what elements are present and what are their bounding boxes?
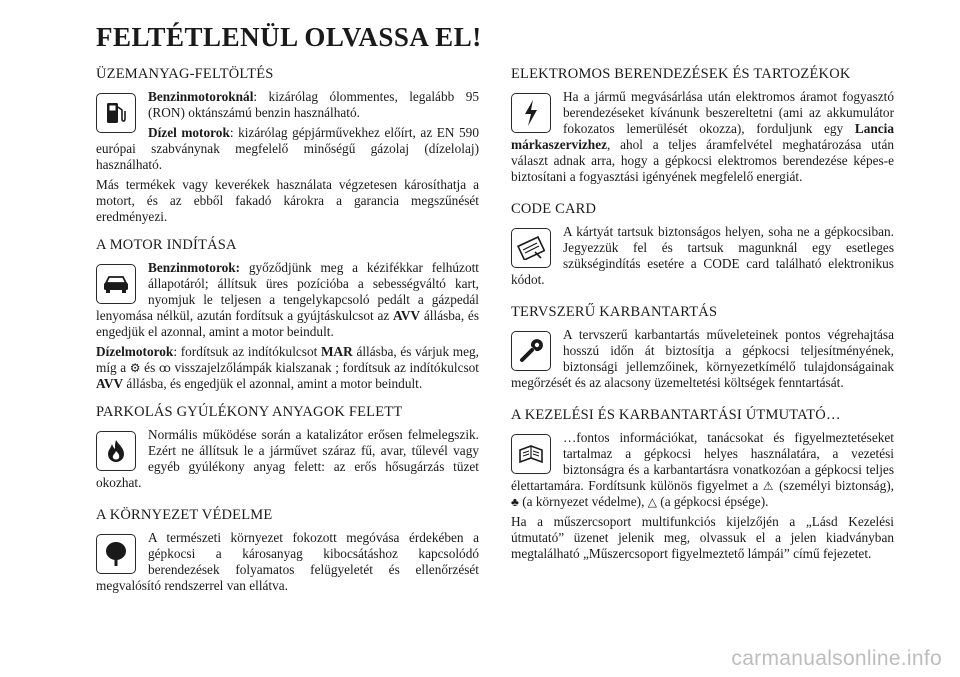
engine-diesel-text: Dízelmotorok: fordítsuk az indítókulcsot MAR állásba, és várjuk meg, míg a ⚙ és ꝏ visszajelzőlámpák kialszanak ; fordítsuk az indítókulcsot AVV állásba, és engedjük el azonnal, amint a motor beindult.	[96, 344, 479, 391]
vehicle-safety-icon: △	[647, 495, 657, 509]
fuel-warning-text: Más termékek vagy keverékek használata végzetesen károsíthatja a motort, és az ebből fakadó károkra a garancia megszűnését eredményezi.	[96, 177, 479, 224]
environment-symbol-icon: ♣	[511, 495, 519, 509]
manual-display-text: Ha a műszercsoport multifunkciós kijelzőjén a „Lásd Kezelési útmutató” üzenet jelenik meg, olvassuk el a jelen kiadványban megtalálható „Műszercsoport figyelmeztető lámpái” című fejezetet.	[511, 514, 894, 561]
section-heading-codecard: CODE CARD	[511, 201, 597, 217]
section-heading-environment: A KÖRNYEZET VÉDELME	[96, 507, 273, 523]
right-column	[511, 66, 894, 574]
manual-text: …fontos információkat, tanácsokat és figyelmeztetéseket tartalmaz a gépkocsi helyes használatára, a vezetési biztonságra és a karbantartásra vonatkozóan a gépkocsi teljes élettartamára. Fordítsunk különös figyelmet a ⚠ (személyi biztonság), ♣ (a környezet védelme), △ (a gépkocsi épsége).	[511, 430, 894, 509]
maintenance-text: A tervszerű karbantartás műveleteinek pontos végrehajtása hosszú időn át biztosítja a gépkocsi teljesítményének, biztonsági jellemzőinek, környezetkímélő tulajdonságainak megőrzését és az alacsony üzemeltetési költségek fenntartását.	[511, 327, 894, 390]
section-heading-manual: A KEZELÉSI ÉS KARBANTARTÁSI ÚTMUTATÓ…	[511, 407, 841, 423]
fuel-petrol-text: Benzinmotoroknál: kizárólag ólommentes, legalább 95 (RON) oktánszámú benzin használható.	[148, 89, 479, 120]
car-icon	[96, 264, 136, 304]
section-heading-electrical: ELEKTROMOS BERENDEZÉSEK ÉS TARTOZÉKOK	[511, 66, 851, 82]
section-manual	[511, 407, 894, 562]
section-electrical	[511, 66, 894, 189]
book-icon	[511, 434, 551, 474]
section-environment	[96, 507, 479, 598]
electrical-text: Ha a jármű megvásárlása után elektromos áramot fogyasztó berendezéseket kívánunk beszereltetni (ami az akkumulátor fokozatos lemerülését okozza), forduljunk egy Lancia márkaszervizhez, ahol a teljes áramfelvétel meghatározása után választ adnak arra, hogy a gépkocsi elektromos berendezése képes-e biztosítani a fogyasztási igényének megfelelő energiát.	[511, 89, 894, 184]
watermark: carmanualsonline.info	[731, 647, 942, 670]
section-heading-maintenance: TERVSZERŰ KARBANTARTÁS	[511, 304, 718, 320]
section-heading-engine: A MOTOR INDÍTÁSA	[96, 237, 237, 253]
tree-icon	[96, 534, 136, 574]
codecard-text: A kártyát tartsuk biztonságos helyen, soha ne a gépkocsiban. Jegyezzük fel és tartsuk magunknál egy esetleges szükségindítás esetére a CODE card található elektronikus kódot.	[511, 224, 894, 287]
parking-text: Normális működése során a katalizátor erősen felmelegszik. Ezért ne állítsuk le a járművet száraz fű, avar, tűlevél vagy egyéb gyúlékony anyag felett: az erős hősugárzás tüzet okozhat.	[96, 427, 479, 490]
left-column	[96, 66, 479, 610]
section-parking	[96, 404, 479, 495]
page-title: FELTÉTLENÜL OLVASSA EL!	[96, 22, 482, 52]
personal-safety-icon: ⚠	[762, 479, 775, 493]
section-fuel	[96, 66, 479, 225]
wrench-icon	[511, 331, 551, 371]
section-heading-parking: PARKOLÁS GYÚLÉKONY ANYAGOK FELETT	[96, 404, 403, 420]
glow-plug-icon: ⚙	[129, 361, 141, 375]
fuel-pump-icon	[96, 93, 136, 133]
lightning-icon	[511, 93, 551, 133]
section-codecard	[511, 201, 894, 292]
section-maintenance	[511, 304, 894, 395]
preheat-coil-icon: ꝏ	[158, 361, 171, 375]
fuel-diesel-text: Dízel motorok: kizárólag gépjárművekhez előírt, az EN 590 európai szabványnak megfelelő minőségű gázolaj (dízelolaj) használható.	[96, 125, 479, 172]
engine-petrol-text: Benzinmotorok: győződjünk meg a kézifékkar felhúzott állapotáról; állítsuk üres pozícióba a sebességváltó kart, nyomjuk le teljesen a tengelykapcsoló pedált a gázpedál lenyomása nélkül, azután fordítsuk a gyújtáskulcsot az AVV állásba, és engedjük el azonnal, amint a motor beindult.	[96, 260, 479, 339]
flame-icon	[96, 431, 136, 471]
card-icon	[511, 228, 551, 268]
environment-text: A természeti környezet fokozott megóvása érdekében a gépkocsi a károsanyag kibocsátáshoz kapcsolódó berendezések folyamatos felügyeletét és ellenőrzését megvalósító rendszerrel van ellátva.	[96, 530, 479, 593]
section-engine	[96, 237, 479, 392]
section-heading-fuel: ÜZEMANYAG-FELTÖLTÉS	[96, 66, 274, 82]
